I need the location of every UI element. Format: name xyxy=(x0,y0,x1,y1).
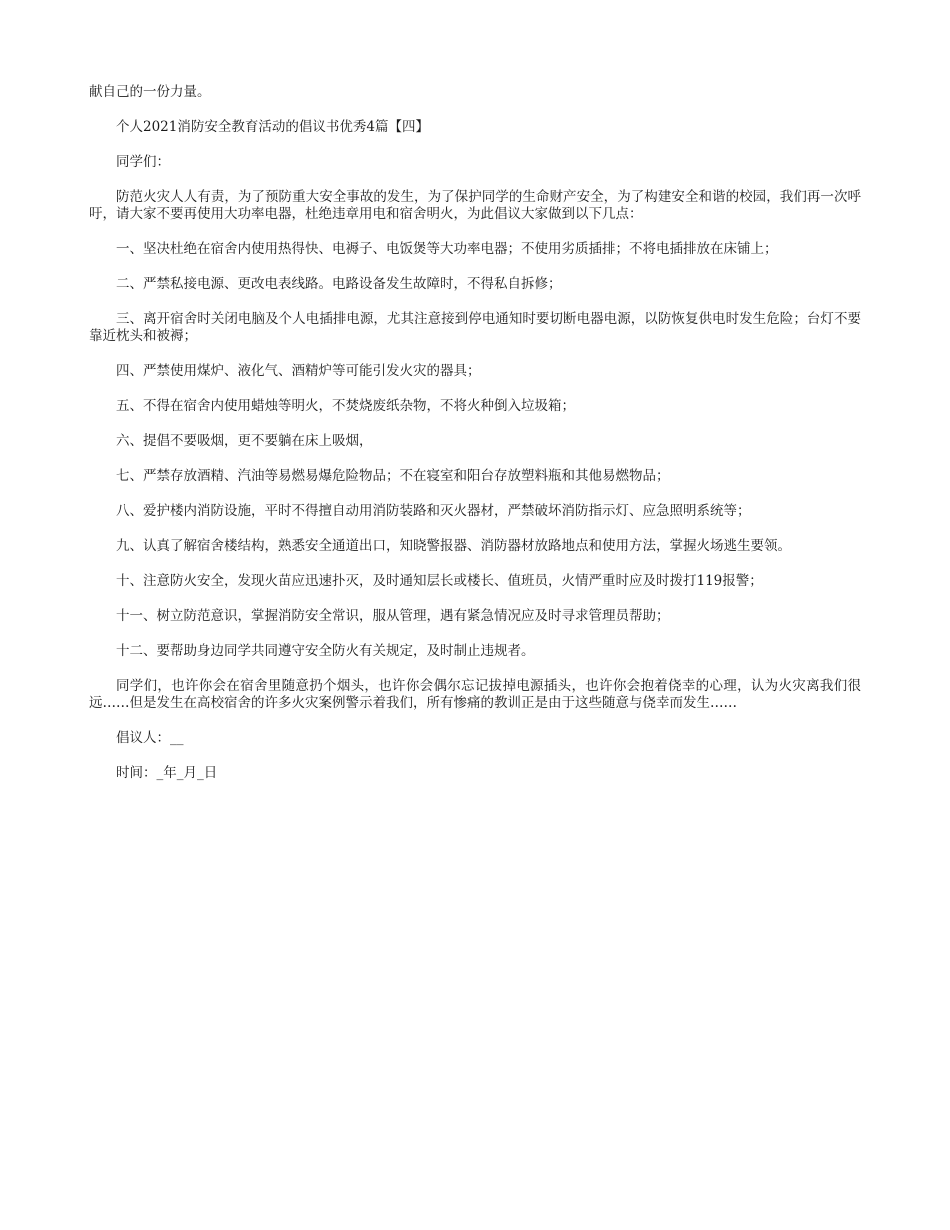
item-12: 十二、要帮助身边同学共同遵守安全防火有关规定，及时制止违规者。 xyxy=(116,643,535,659)
item-8: 八、爱护楼内消防设施，平时不得擅自动用消防装路和灭火器材，严禁破坏消防指示灯、应急照明系统等； xyxy=(116,503,751,519)
item-7: 七、严禁存放酒精、汽油等易燃易爆危险物品；不在寝室和阳台存放塑料瓶和其他易燃物品； xyxy=(116,468,670,484)
paragraph-continuation: 献自己的一份力量。 xyxy=(89,84,211,100)
intro-paragraph: 防范火灾人人有责，为了预防重大安全事故的发生，为了保护同学的生命财产安全，为了构建安全和谐的校园，我们再一次呼吁，请大家不要再使用大功率电器，杜绝违章用电和宿舍明火，为此倡议大家做到以下几点： xyxy=(89,189,861,222)
item-6: 六、提倡不要吸烟，更不要躺在床上吸烟， xyxy=(116,433,373,449)
closing-paragraph: 同学们，也许你会在宿舍里随意扔个烟头，也许你会偶尔忘记拔掉电源插头，也许你会抱着侥幸的心理，认为火灾离我们很远……但是发生在高校宿舍的许多火灾案例警示着我们，所有惨痛的教训正是由于这些随意与侥幸而发生…… xyxy=(89,678,861,711)
item-5: 五、不得在宿舍内使用蜡烛等明火，不焚烧废纸杂物，不将火种倒入垃圾箱； xyxy=(116,398,575,414)
date-line: 时间：_年_月_日 xyxy=(116,765,218,781)
item-1: 一、坚决杜绝在宿舍内使用热得快、电褥子、电饭煲等大功率电器；不使用劣质插排；不将电插排放在床铺上； xyxy=(116,241,778,257)
section-title: 个人2021消防安全教育活动的倡议书优秀4篇【四】 xyxy=(116,119,429,135)
item-3: 三、离开宿舍时关闭电脑及个人电插排电源，尤其注意接到停电通知时要切断电器电源，以防恢复供电时发生危险；台灯不要靠近枕头和被褥； xyxy=(89,311,861,344)
item-2: 二、严禁私接电源、更改电表线路。电路设备发生故障时，不得私自拆修； xyxy=(116,276,562,292)
signatory-line: 倡议人：__ xyxy=(116,730,184,746)
item-9: 九、认真了解宿舍楼结构，熟悉安全通道出口，知晓警报器、消防器材放路地点和使用方法，掌握火场逃生要领。 xyxy=(116,538,791,554)
item-4: 四、严禁使用煤炉、液化气、酒精炉等可能引发火灾的器具； xyxy=(116,363,481,379)
document-body xyxy=(89,84,861,800)
item-11: 十一、树立防范意识，掌握消防安全常识，服从管理，遇有紧急情况应及时寻求管理员帮助； xyxy=(116,608,670,624)
salutation: 同学们： xyxy=(116,154,170,170)
item-10: 十、注意防火安全，发现火苗应迅速扑灭，及时通知层长或楼长、值班员，火情严重时应及时拨打119报警； xyxy=(116,573,763,589)
